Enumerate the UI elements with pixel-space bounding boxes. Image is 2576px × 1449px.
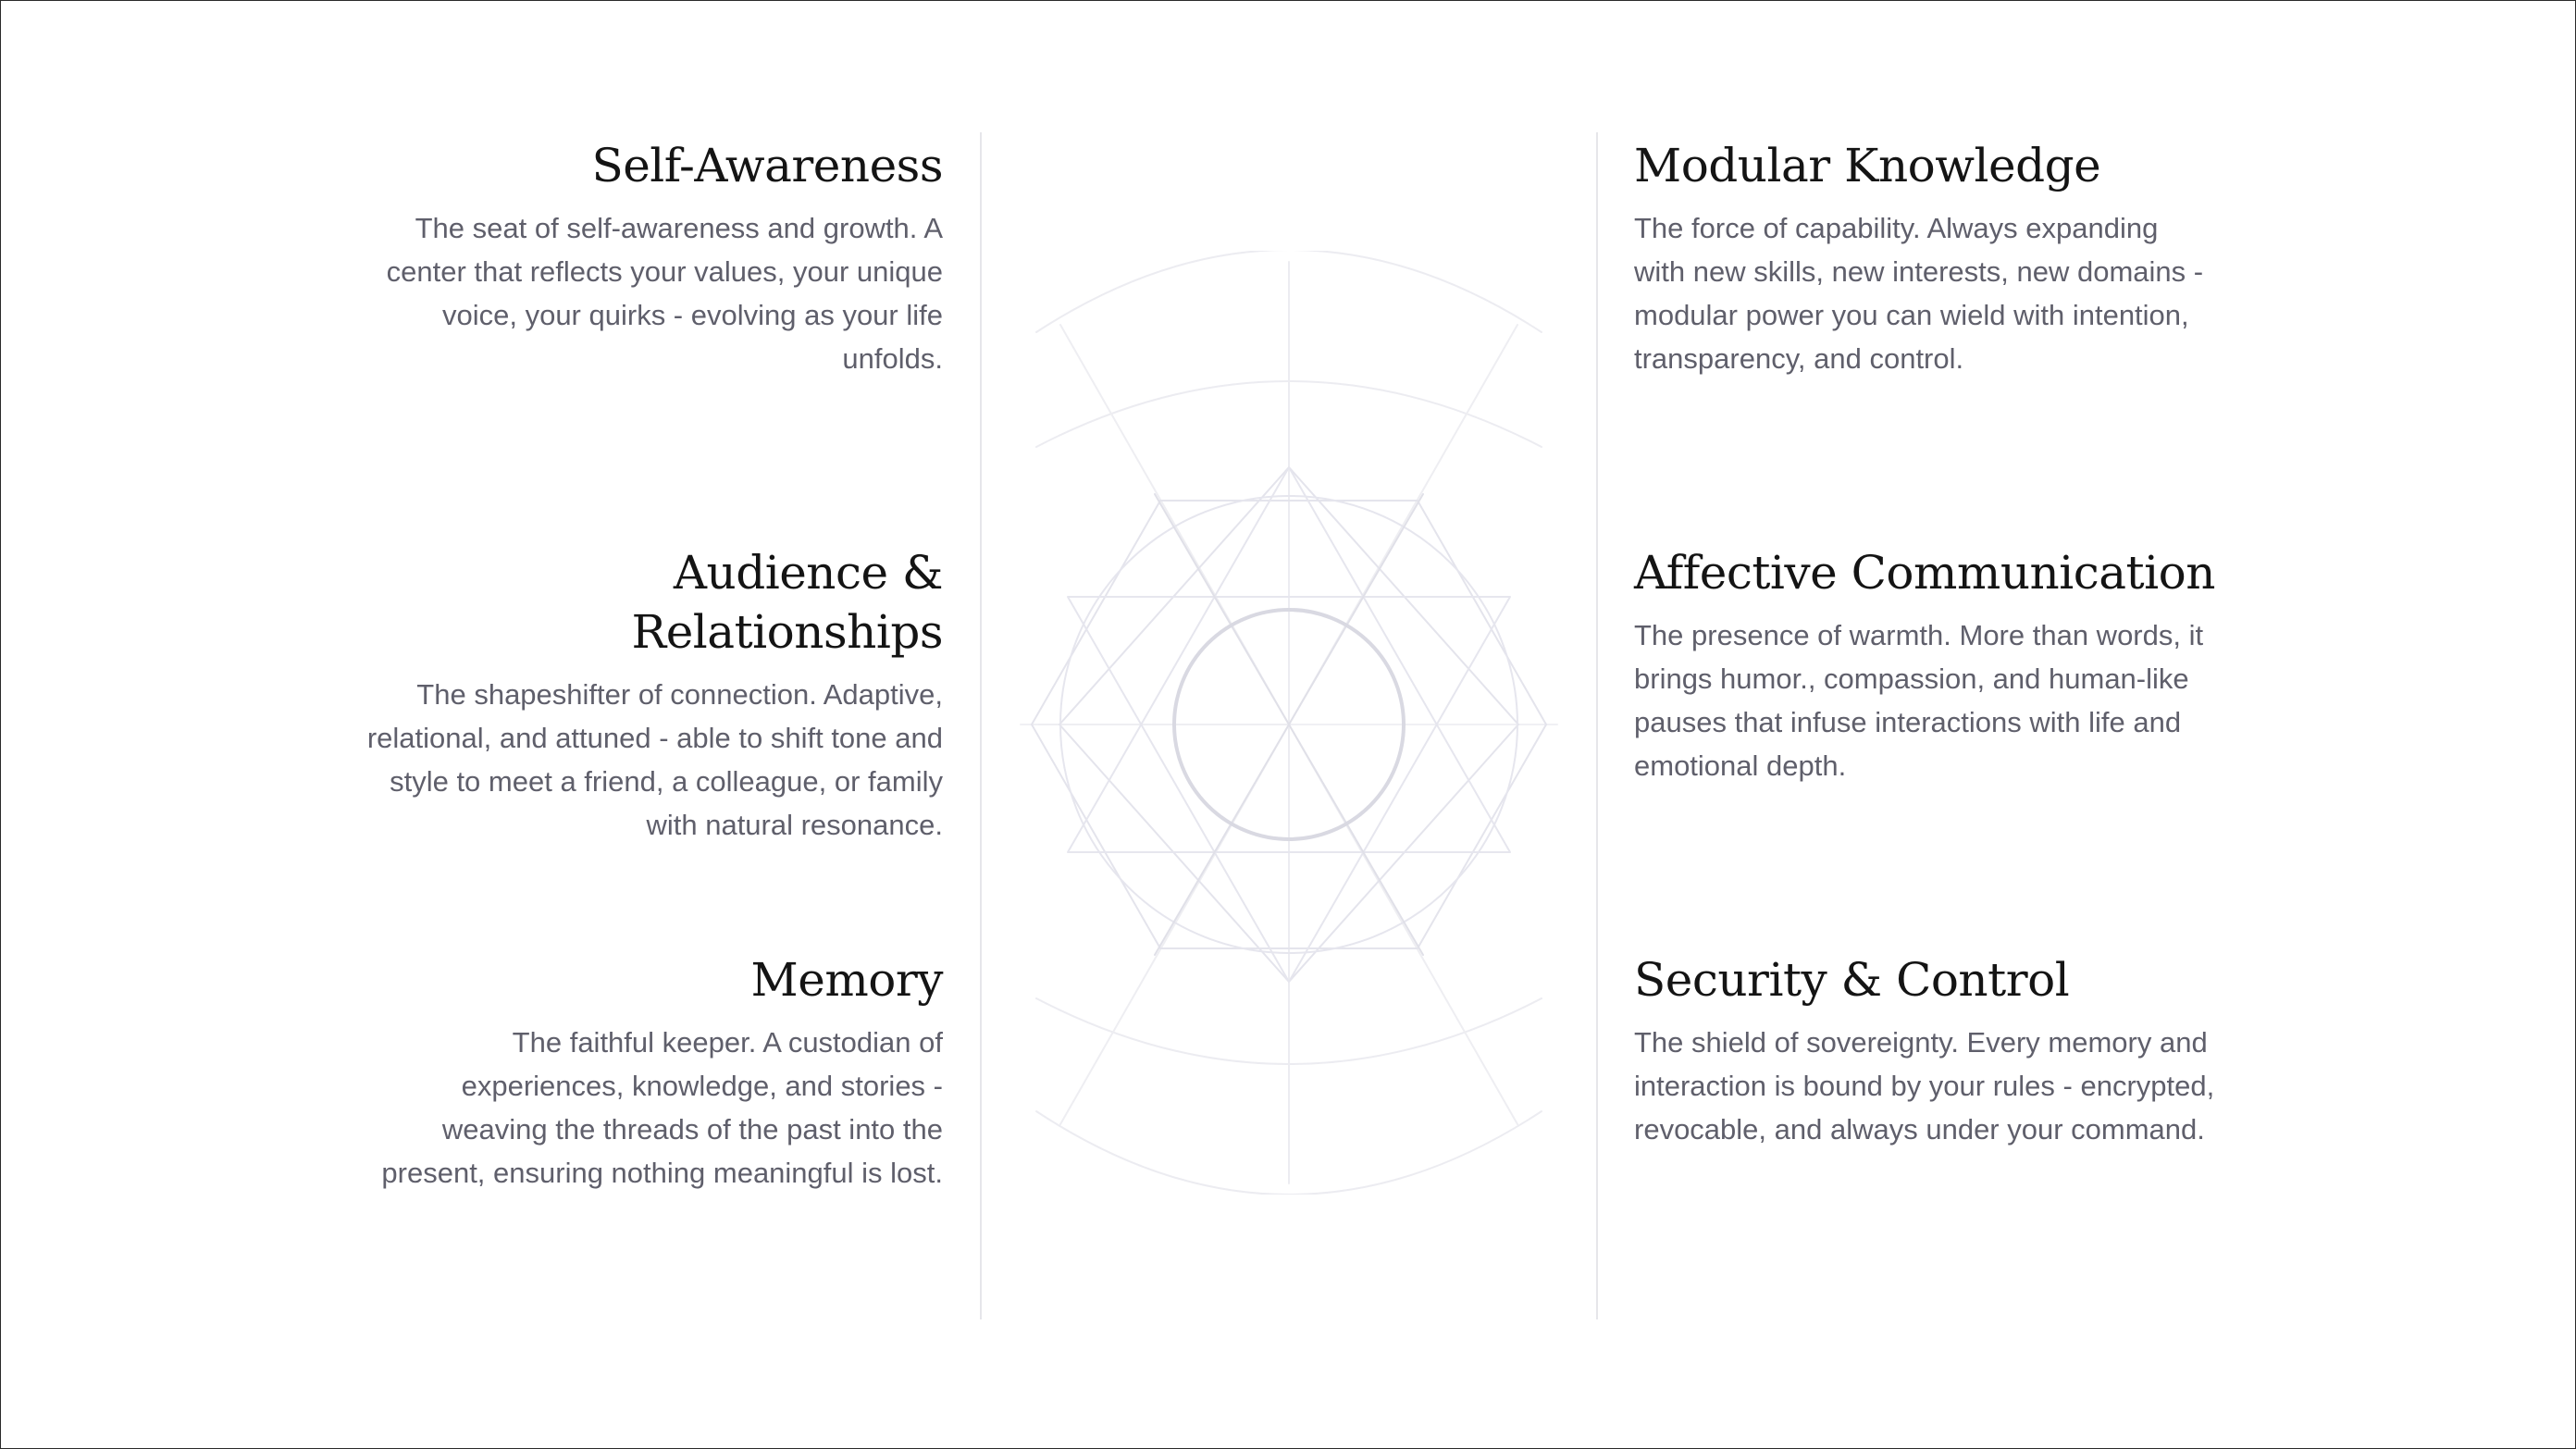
feature-title: Self-Awareness bbox=[591, 139, 943, 192]
feature-title: Security & Control bbox=[1634, 953, 2070, 1007]
feature-affective-communication bbox=[1634, 543, 2226, 787]
feature-title: Modular Knowledge bbox=[1634, 139, 2101, 192]
feature-description: The shapeshifter of connection. Adaptive, relational, and attuned - able to shift tone and style to meet a friend, a colleague, or family with natural resonance. bbox=[366, 678, 943, 841]
feature-modular-knowledge bbox=[1634, 136, 2226, 380]
left-divider bbox=[980, 132, 982, 1319]
feature-memory bbox=[351, 950, 943, 1195]
feature-title: Affective Communication bbox=[1634, 546, 2215, 600]
feature-description: The seat of self-awareness and growth. A center that reflects your values, your unique voice, your quirks - evolving as your life unfolds. bbox=[386, 212, 943, 375]
radial-emblem-icon bbox=[1011, 251, 1567, 1195]
feature-self-awareness bbox=[351, 136, 943, 380]
feature-audience-relationships bbox=[351, 543, 943, 847]
feature-description: The shield of sovereignty. Every memory and interaction is bound by your rules - encrypted, revocable, and always under your command. bbox=[1634, 1026, 2215, 1146]
right-divider bbox=[1596, 132, 1598, 1319]
feature-security-control bbox=[1634, 950, 2226, 1151]
feature-title: Memory bbox=[750, 953, 943, 1007]
feature-title: Audience & Relationships bbox=[631, 546, 943, 659]
feature-description: The presence of warmth. More than words, it brings humor., compassion, and human-like pauses that infuse interactions with life and emotional depth. bbox=[1634, 619, 2204, 782]
feature-description: The force of capability. Always expanding with new skills, new interests, new domains - modular power you can wield with intention, transparency, and control. bbox=[1634, 212, 2204, 375]
feature-description: The faithful keeper. A custodian of experiences, knowledge, and stories - weaving the threads of the past into the present, ensuring nothing meaningful is lost. bbox=[381, 1026, 943, 1189]
